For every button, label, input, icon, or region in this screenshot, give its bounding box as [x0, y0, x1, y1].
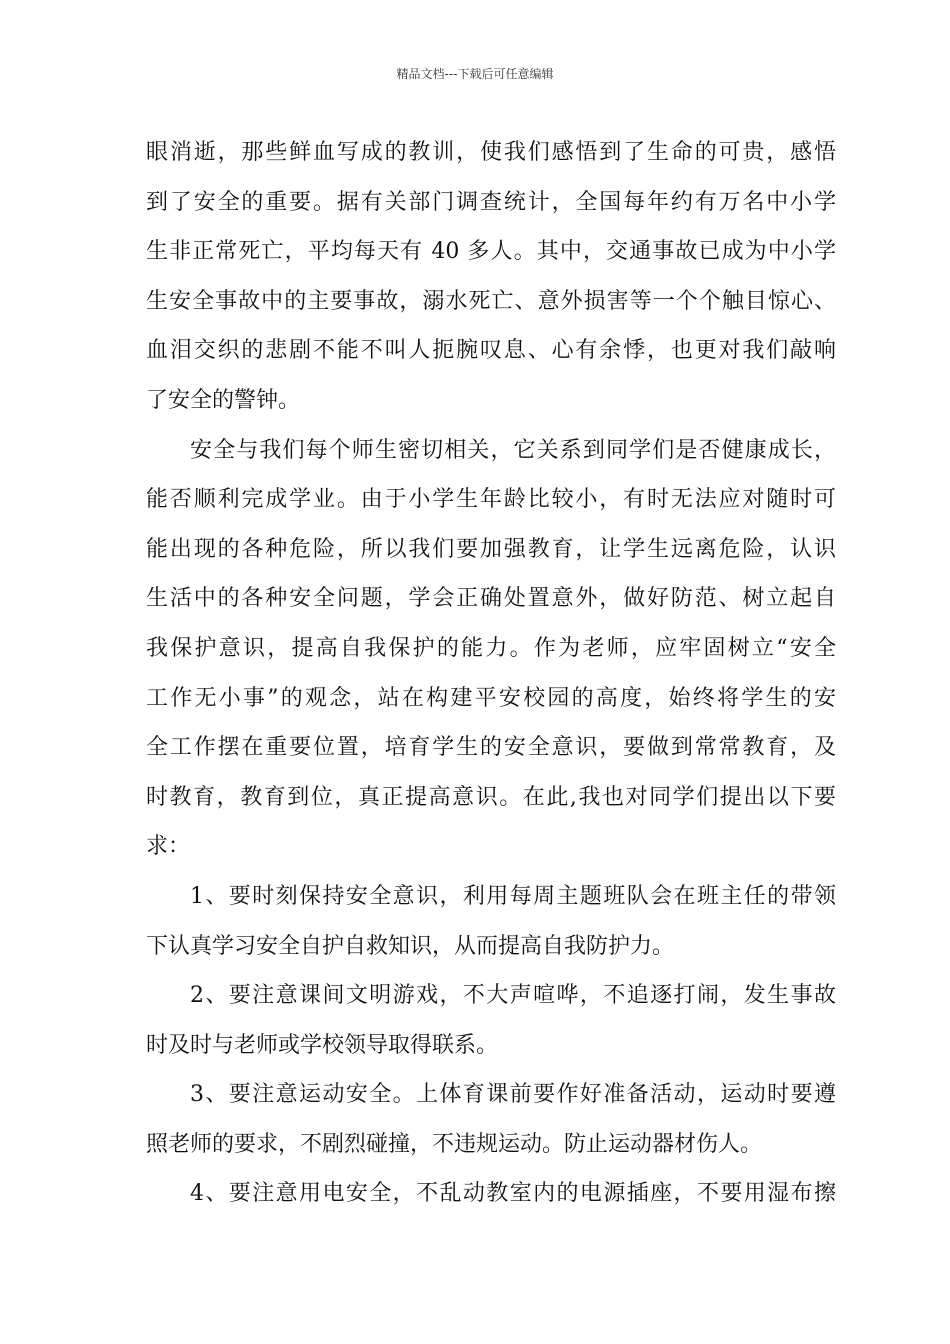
text-line: 3、要注意运动安全。上体育课前要作好准备活动，运动时要遵: [190, 1082, 836, 1108]
text-line: 到了安全的重要。据有关部门调查统计，全国每年约有万名中小学: [146, 189, 836, 215]
text-line: 时教育，教育到位，真正提高意识。在此,我也对同学们提出以下要: [146, 784, 836, 810]
text-line: 能出现的各种危险，所以我们要加强教育，让学生远离危险，认识: [146, 536, 836, 562]
text-line: 1、要时刻保持安全意识，利用每周主题班队会在班主任的带领: [190, 883, 836, 909]
page-header: 精品文档---下载后可任意编辑: [396, 67, 554, 81]
text-line: 全工作摆在重要位置，培育学生的安全意识，要做到常常教育，及: [146, 735, 836, 761]
text-line: 生非正常死亡，平均每天有 40 多人。其中，交通事故已成为中小学: [146, 239, 836, 265]
text-line: 4、要注意用电安全，不乱动教室内的电源插座，不要用湿布擦: [190, 1181, 836, 1207]
text-line: 下认真学习安全自护自救知识，从而提高自我防护力。: [146, 933, 675, 959]
text-line: 生安全事故中的主要事故，溺水死亡、意外损害等一个个触目惊心、: [146, 288, 836, 314]
document-body: [146, 128, 836, 1219]
text-line: 时及时与老师或学校领导取得联系。: [146, 1032, 499, 1058]
text-line: 眼消逝，那些鲜血写成的教训，使我们感悟到了生命的可贵，感悟: [146, 140, 836, 165]
text-line: 能否顺利完成学业。由于小学生年龄比较小，有时无法应对随时可: [146, 487, 836, 513]
text-line: 安全与我们每个师生密切相关，它关系到同学们是否健康成长，: [190, 437, 836, 463]
text-line: 照老师的要求，不剧烈碰撞，不违规运动。防止运动器材伤人。: [146, 1131, 763, 1157]
text-line: 求：: [146, 834, 191, 860]
text-line: 2、要注意课间文明游戏，不大声喧哗，不追逐打闹，发生事故: [190, 983, 836, 1009]
text-line: 了安全的警钟。: [146, 387, 301, 413]
text-line: 血泪交织的悲剧不能不叫人扼腕叹息、心有余悸，也更对我们敲响: [146, 338, 836, 364]
text-line: 工作无小事”的观念，站在构建平安校园的高度，始终将学生的安: [146, 685, 836, 711]
text-line: 我保护意识，提高自我保护的能力。作为老师，应牢固树立“安全: [146, 635, 836, 661]
text-line: 生活中的各种安全问题，学会正确处置意外，做好防范、树立起自: [146, 586, 836, 612]
